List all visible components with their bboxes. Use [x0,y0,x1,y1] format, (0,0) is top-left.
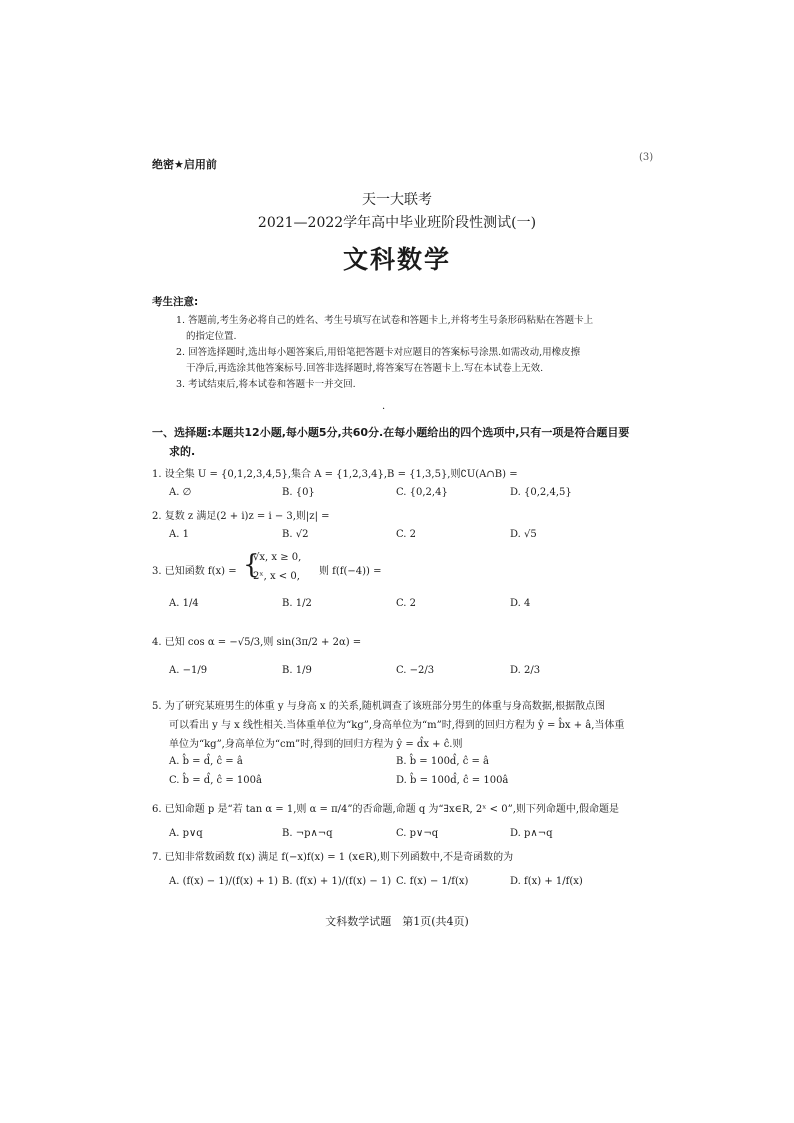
q3-option-a: A. 1/4 [169,598,199,609]
q1-option-d: D. {0,2,4,5} [510,487,572,498]
q3-option-b: B. 1/2 [282,598,312,609]
note-line: 1. 答题前,考生务必将自己的姓名、考生号填写在试卷和答题卡上,并将考生号条形码粘贴在答题卡上 [176,315,594,326]
corner-mark: (3) [639,152,654,163]
q2-option-a: A. 1 [169,529,189,540]
q2-option-c: C. 2 [396,529,417,540]
confidential-mark: 绝密★启用前 [152,158,217,171]
q7-option-a: A. (f(x) − 1)/(f(x) + 1) [169,876,279,887]
q1-option-c: C. {0,2,4} [396,487,448,498]
q3-case-2: 2ˣ, x < 0, [253,571,300,582]
q1-option-a: A. ∅ [169,487,192,498]
exam-title: 2021—2022学年高中毕业班阶段性测试(一) [257,215,537,231]
exam-organizer: 天一大联考 [362,192,432,208]
q5-option-b: B. b̂ = 100d̂, ĉ = â [396,756,489,767]
q2-option-b: B. √2 [282,529,309,540]
section-heading: 一、选择题:本题共12小题,每小题5分,共60分.在每小题给出的四个选项中,只有一项是符合题目要 [152,426,630,439]
page-footer: 文科数学试题 第1页(共4页) [325,915,469,928]
q6-option-c: C. p∨¬q [396,828,439,839]
q5-option-d: D. b̂ = 100d̂, ĉ = 100â [396,775,509,786]
question-7: 7. 已知非常数函数 f(x) 满足 f(−x)f(x) = 1 (x∈R),则下列函数中,不是奇函数的为 [152,852,514,863]
q7-option-c: C. f(x) − 1/f(x) [396,876,469,887]
question-3: 3. 已知函数 f(x) = [152,566,237,577]
q3-option-c: C. 2 [396,598,417,609]
subject-title: 文科数学 [342,245,451,274]
note-line: 的指定位置. [186,331,237,342]
section-heading-cont: 求的. [169,445,196,458]
q4-option-d: D. 2/3 [510,665,541,676]
q7-option-b: B. (f(x) + 1)/(f(x) − 1) [282,876,392,887]
q3-stem-tail: 则 f(f(−4)) = [319,566,382,577]
q6-option-a: A. p∨q [169,828,203,839]
question-4: 4. 已知 cos α = −√5/3,则 sin(3π/2 + 2α) = [152,637,362,648]
q5-option-c: C. b̂ = d̂, ĉ = 100â [169,775,262,786]
q4-option-a: A. −1/9 [169,665,208,676]
note-line: 2. 回答选择题时,选出每小题答案后,用铅笔把答题卡对应题目的答案标号涂黑.如需改动,用橡皮擦 [176,347,581,358]
notes-heading: 考生注意: [152,296,199,308]
q5-option-a: A. b̂ = d̂, ĉ = â [169,756,243,767]
q4-option-c: C. −2/3 [396,665,435,676]
question-5-cont: 可以看出 y 与 x 线性相关.当体重单位为“kg”,身高单位为“m”时,得到的回归方程为 ŷ = b̂x + â,当体重 [169,720,625,731]
note-line: 3. 考试结束后,将本试卷和答题卡一并交回. [176,379,356,390]
q6-option-b: B. ¬p∧¬q [282,828,333,839]
q1-option-b: B. {0} [282,487,315,498]
question-6: 6. 已知命题 p 是“若 tan α = 1,则 α = π/4”的否命题,命题 q 为“∃x∈R, 2ˣ < 0”,则下列命题中,假命题是 [152,804,620,815]
question-2: 2. 复数 z 满足(2 + i)z = i − 3,则|z| = [152,511,330,522]
q3-case-1: √x, x ≥ 0, [253,552,302,563]
question-5: 5. 为了研究某班男生的体重 y 与身高 x 的关系,随机调查了该班部分男生的体重与身高数据,根据散点图 [152,701,606,712]
note-line: 干净后,再选涂其他答案标号.回答非选择题时,将答案写在答题卡上.写在本试卷上无效. [186,363,544,374]
question-5-cont: 单位为“kg”,身高单位为“cm”时,得到的回归方程为 ŷ = d̂x + ĉ.则 [169,739,463,750]
q2-option-d: D. √5 [510,529,537,540]
q4-option-b: B. 1/9 [282,665,312,676]
question-1: 1. 设全集 U = {0,1,2,3,4,5},集合 A = {1,2,3,4},B = {1,3,5},则∁U(A∩B) = [152,469,518,480]
brace-icon: { [243,550,260,580]
q3-option-d: D. 4 [510,598,531,609]
q6-option-d: D. p∧¬q [510,828,553,839]
stray-dot: · [382,404,386,415]
q7-option-d: D. f(x) + 1/f(x) [510,876,583,887]
